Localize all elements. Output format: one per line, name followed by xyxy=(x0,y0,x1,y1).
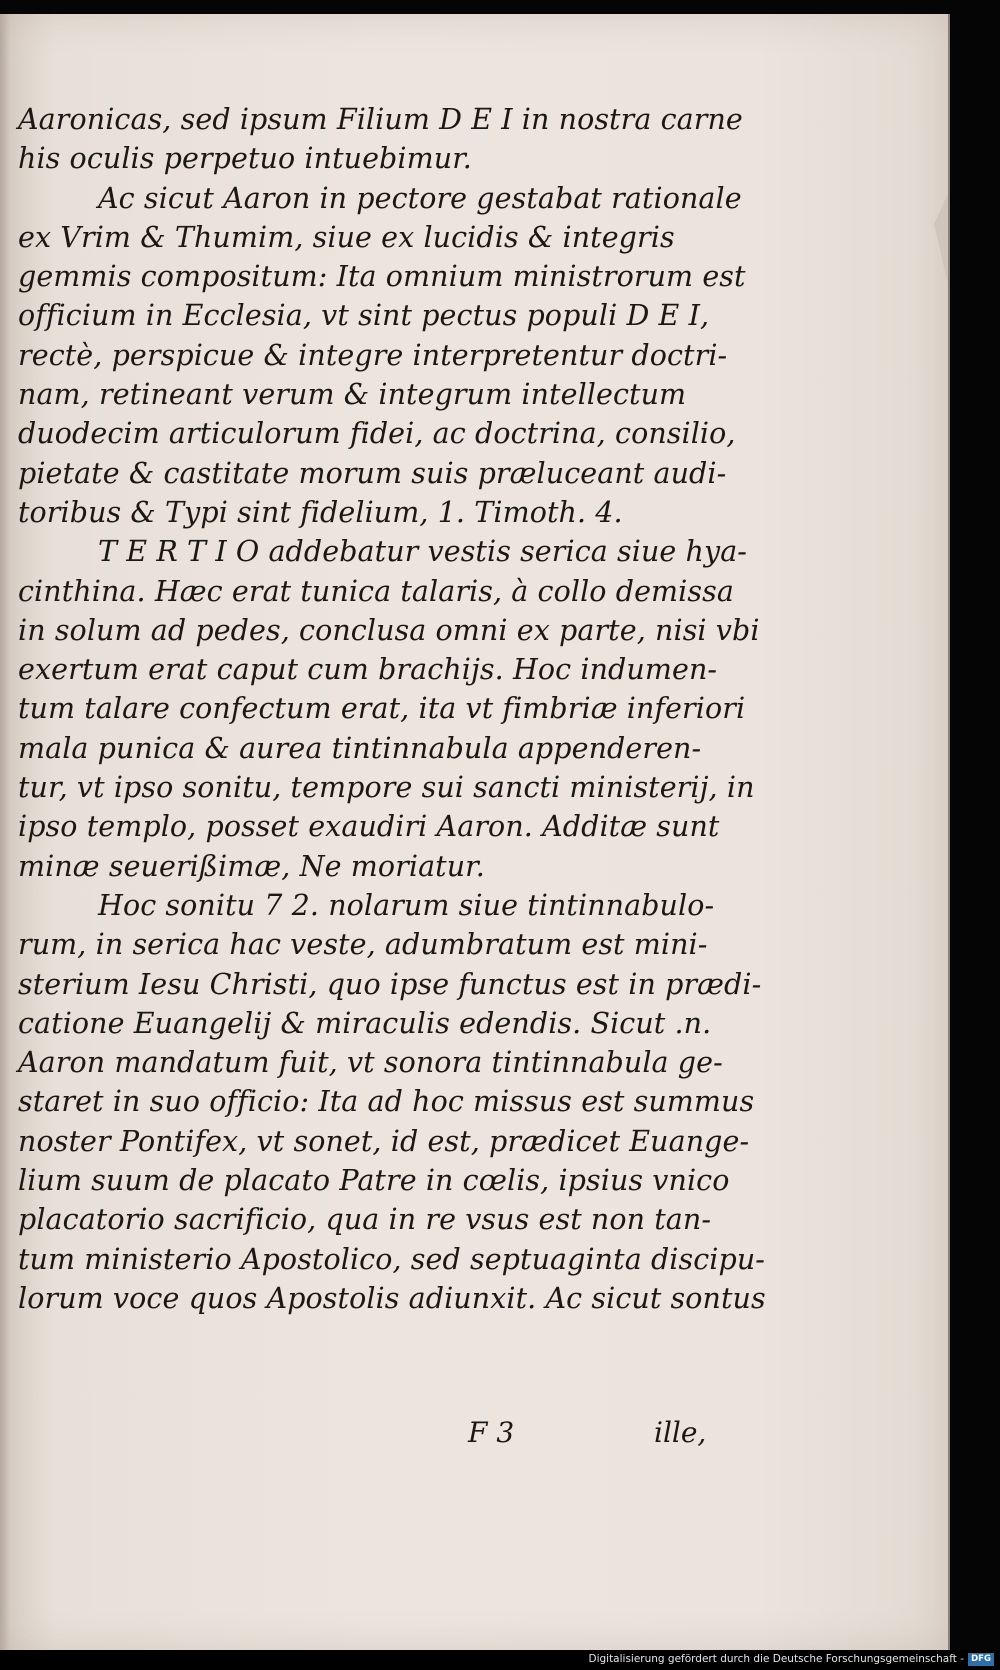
signature-mark: F 3 xyxy=(468,1416,515,1449)
catchword: ille, xyxy=(654,1416,707,1449)
text-line: catione Euangelij & miraculis edendis. Sicut .n. xyxy=(18,1006,712,1040)
text-line: tur, vt ipso sonitu, tempore sui sancti ministerij, in xyxy=(18,771,755,805)
text-line: gemmis compositum: Ita omnium ministrorum est xyxy=(18,260,746,294)
text-line: T E R T I O addebatur vestis serica siue hya- xyxy=(98,535,748,569)
text-line: Aaronicas, sed ipsum Filium D E I in nostra carne xyxy=(18,103,743,136)
page-inner-edge xyxy=(0,14,10,1650)
page-foot xyxy=(0,1416,948,1456)
text-line: tum ministerio Apostolico, sed septuaginta discipu- xyxy=(18,1242,766,1276)
text-line: lium suum de placato Patre in cœlis, ipsius vnico xyxy=(18,1164,730,1198)
digitization-footer xyxy=(0,1650,1000,1670)
text-line: rectè, perspicue & integre interpretentur doctri- xyxy=(18,338,728,372)
text-line: rum, in serica hac veste, adumbratum est mini- xyxy=(18,928,708,962)
page-fold-mark xyxy=(934,194,948,284)
dfg-logo: DFG xyxy=(968,1653,994,1666)
text-line: noster Pontifex, vt sonet, id est, prædicet Euange- xyxy=(18,1124,750,1158)
text-line: tum talare confectum erat, ita vt fimbriæ inferiori xyxy=(18,692,746,726)
text-line: his oculis perpetuo intuebimur. xyxy=(18,142,472,176)
text-line: placatorio sacrificio, qua in re vsus est non tan- xyxy=(18,1203,712,1237)
text-line: staret in suo officio: Ita ad hoc missus est summus xyxy=(18,1085,755,1119)
text-line: minæ seuerißimæ, Ne moriatur. xyxy=(18,849,485,883)
text-line: Aaron mandatum fuit, vt sonora tintinnabula ge- xyxy=(18,1046,723,1080)
text-line: duodecim articulorum fidei, ac doctrina, consilio, xyxy=(18,417,736,451)
funding-credit: Digitalisierung gefördert durch die Deutsche Forschungsgemeinschaft - xyxy=(588,1653,964,1665)
text-line: cinthina. Hæc erat tunica talaris, à collo demissa xyxy=(18,574,734,608)
text-line: exertum erat caput cum brachijs. Hoc indumen- xyxy=(18,653,718,687)
text-line: toribus & Typi sint fidelium, 1. Timoth. 4. xyxy=(18,495,623,529)
text-line: sterium Iesu Christi, quo ipse functus est in prædi- xyxy=(18,967,762,1001)
text-line: Ac sicut Aaron in pectore gestabat rationale xyxy=(98,181,742,215)
text-line: lorum voce quos Apostolis adiunxit. Ac sicut sontus xyxy=(18,1281,766,1315)
text-line: pietate & castitate morum suis præluceant audi- xyxy=(18,456,727,490)
text-line: ipso templo, posset exaudiri Aaron. Additæ sunt xyxy=(18,810,720,844)
text-line: officium in Ecclesia, vt sint pectus populi D E I, xyxy=(18,299,710,333)
text-line: ex Vrim & Thumim, siue ex lucidis & integris xyxy=(18,220,675,254)
text-line: Hoc sonitu 7 2. nolarum siue tintinnabulo- xyxy=(98,888,715,922)
text-line: nam, retineant verum & integrum intellectum xyxy=(18,378,687,412)
text-line: mala punica & aurea tintinnabula appenderen- xyxy=(18,731,702,765)
book-page xyxy=(0,14,950,1650)
text-line: in solum ad pedes, conclusa omni ex parte, nisi vbi xyxy=(18,613,760,647)
body-text xyxy=(18,100,766,1318)
